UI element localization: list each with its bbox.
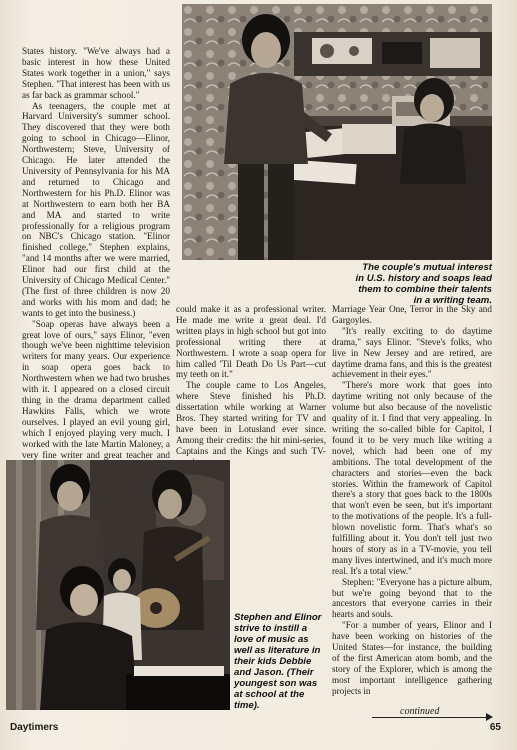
article-paragraph: As teenagers, the couple met at Harvard University's summer school. They discovered that they were both going to school in Chicago—Elinor, Northwestern; Steve, University of Chicago. He later attended the University of Pennsylvania for his MA and returned to Chicago and Northwestern for his Ph.D. Elinor was at Northwestern to earn both her BA and MA and started to write professionally for a religious program on NBC's Chicago station. "Elinor finished college," Stephen explains, "and 14 months after we were married, Elinor had our first child at the University of Chicago Medical Center." (The first of three children is now 20 and works with his mom and dad; he wants to get into the business.) — [22, 100, 170, 318]
family-with-guitar-image — [6, 460, 230, 710]
continued-rule — [372, 717, 490, 718]
article-paragraph: The couple came to Los Angeles, where Steve finished his Ph.D. dissertation while working at Warner Bros. They started writing for TV and have been in Lotusland ever since. Among their credits: the hit mini-series, Captains and the Kings and such TV- — [176, 380, 326, 456]
article-column-2 — [176, 304, 326, 456]
couple-at-desk-image — [182, 4, 492, 260]
bottom-photo — [6, 460, 230, 710]
bottom-photo-caption: Stephen and Elinor strive to instill a love of music as well as literature in their kids Debbie and Jason. (Their youngest son was at school at the time). — [234, 612, 322, 711]
article-paragraph: "It's really exciting to do daytime drama," says Elinor. "Steve's folks, who live in New Jersey and are retired, are daytime drama fans, and this is the greatest achievement in their eyes." — [332, 325, 492, 380]
article-column-3 — [332, 304, 492, 704]
page-number: 65 — [489, 722, 501, 733]
article-paragraph: "Soap operas have always been a great love of ours," says Elinor, "even though we've been nighttime television writers for many years. Our experience in soap opera goes back to Northwestern when we had two brushes with it. I appeared on a closed circuit thing in the drama department called Hawkins Falls, which we wrote ourselves. I played an evil young girl, which I enjoyed playing very much. I worked with the late Martin Maloney, a very fine writer and great teacher and — [22, 318, 170, 460]
top-photo-caption: The couple's mutual interest in U.S. history and soaps lead them to combine their talents in a writing team. — [355, 262, 492, 306]
article-column-1 — [22, 46, 170, 460]
top-photo — [182, 4, 492, 260]
continued-label: continued — [400, 706, 440, 717]
magazine-name: Daytimers — [10, 722, 59, 733]
article-paragraph: Marriage Year One, Terror in the Sky and Gargoyles. — [332, 304, 492, 325]
article-paragraph: "There's more work that goes into daytime writing not only because of the volume but also because of the novelistic quality of it. I find that very appealing. In writing the so-called bible for Capitol, I found it to be very much like writing a novel, which had been one of my ambitions. The total development of the characters and stories—even the back stories. Within the framework of Capitol there's a story that goes back to the 1800s that won't even be seen, but it's important to the motivations of the people. It's a full-blown novelistic form. That's what's so fulfilling about it. You don't tell just two hours of story as in a TV-movie, you tell many lives intertwined, and it's much more real. It's a total view." — [332, 380, 492, 576]
arrow-right-icon — [486, 713, 493, 721]
article-paragraph: States history. "We've always had a basic interest in how these United States work together in a union," says Stephen. "That interest has been with us as far back as grammar school." — [22, 46, 170, 100]
article-paragraph: Stephen: "Everyone has a picture album, but we're going beyond that to the ancestors that everyone carries in their hearts and souls. — [332, 576, 492, 620]
article-paragraph: "For a number of years, Elinor and I have been working on histories of the United States—for instance, the building of the first American atom bomb, and the story of the Explorer, which is among the most important intelligence gathering projects in — [332, 620, 492, 696]
article-paragraph: could make it as a professional writer. He made me write a great deal. I'd written plays in high school but got into professional writing there at Northwestern. I wrote a soap opera for him called 'Til Death Do Us Part—cut my teeth on it." — [176, 304, 326, 380]
